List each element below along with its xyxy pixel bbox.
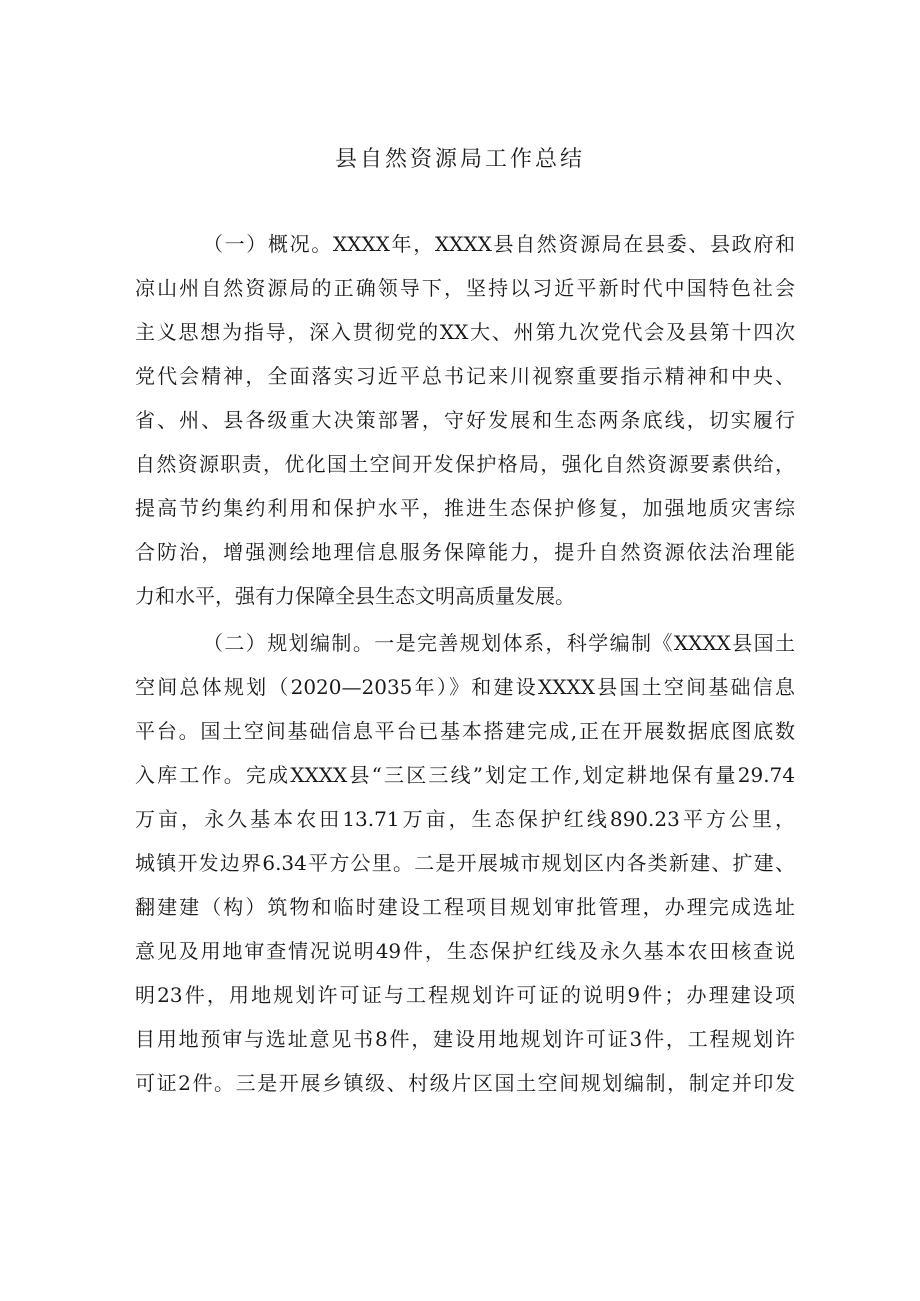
paragraph-overview-line: 主义思想为指导，深入贯彻党的XX大、州第九次党代会及县第十四次 xyxy=(135,320,795,344)
paragraph-planning-line: 空间总体规划（2020—2035年）》和建设XXXX县国土空间基础信息 xyxy=(135,675,795,699)
paragraph-overview-line: 力和水平，强有力保障全县生态文明高质量发展。 xyxy=(135,584,575,608)
paragraph-overview-line: 自然资源职责，优化国土空间开发保护格局，强化自然资源要素供给， xyxy=(135,452,795,476)
paragraph-planning-line: 平台。国土空间基础信息平台已基本搭建完成,正在开展数据底图底数 xyxy=(135,719,795,743)
paragraph-planning-line: 明23件，用地规划许可证与工程规划许可证的说明9件；办理建设项 xyxy=(135,983,795,1007)
paragraph-planning-line: 万亩，永久基本农田13.71万亩，生态保护红线890.23平方公里， xyxy=(135,807,795,831)
paragraph-planning-line: 城镇开发边界6.34平方公里。二是开展城市规划区内各类新建、扩建、 xyxy=(135,851,795,875)
paragraph-overview-line: 党代会精神，全面落实习近平总书记来川视察重要指示精神和中央、 xyxy=(135,364,795,388)
paragraph-overview-line: （一）概况。XXXX年，XXXX县自然资源局在县委、县政府和 xyxy=(203,232,795,256)
paragraph-planning-line: 目用地预审与选址意见书8件，建设用地规划许可证3件，工程规划许 xyxy=(135,1027,795,1051)
paragraph-planning-line: （二）规划编制。一是完善规划体系，科学编制《XXXX县国土 xyxy=(203,631,795,655)
paragraph-overview-line: 凉山州自然资源局的正确领导下，坚持以习近平新时代中国特色社会 xyxy=(135,276,795,300)
paragraph-overview-line: 提高节约集约利用和保护水平，推进生态保护修复，加强地质灾害综 xyxy=(135,496,795,520)
paragraph-planning-line: 入库工作。完成XXXX县“三区三线”划定工作,划定耕地保有量29.74 xyxy=(135,763,795,787)
paragraph-overview-line: 省、州、县各级重大决策部署，守好发展和生态两条底线，切实履行 xyxy=(135,408,795,432)
paragraph-planning-line: 翻建建（构）筑物和临时建设工程项目规划审批管理，办理完成选址 xyxy=(135,895,795,919)
paragraph-planning-line: 意见及用地审查情况说明49件，生态保护红线及永久基本农田核查说 xyxy=(135,939,795,963)
paragraph-planning-line: 可证2件。三是开展乡镇级、村级片区国土空间规划编制，制定并印发 xyxy=(135,1071,795,1095)
paragraph-overview-line: 合防治，增强测绘地理信息服务保障能力，提升自然资源依法治理能 xyxy=(135,540,795,564)
page-title: 县自然资源局工作总结 xyxy=(334,147,585,172)
